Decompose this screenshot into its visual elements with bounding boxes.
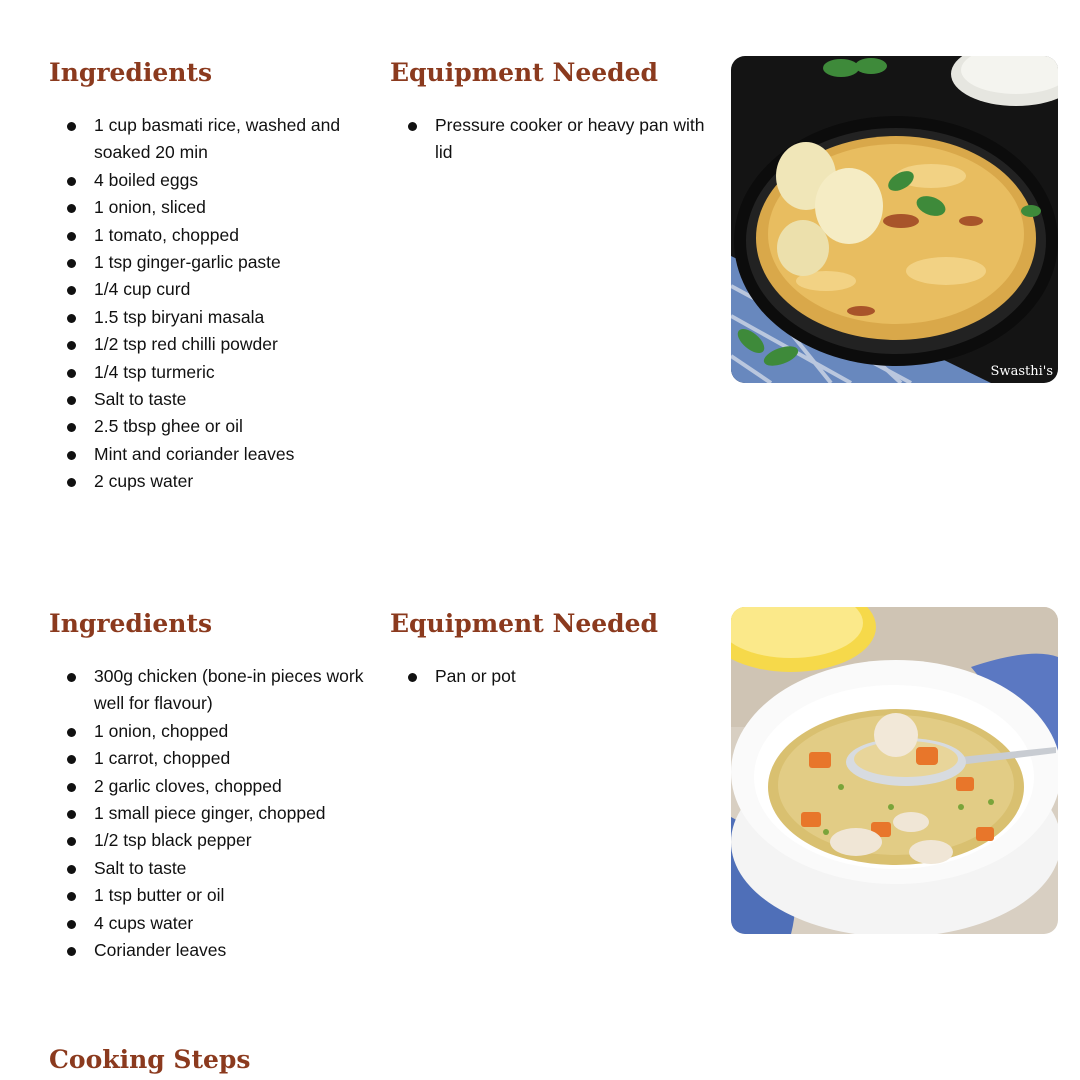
- list-item: 1 cup basmati rice, washed and soaked 20 min: [49, 112, 379, 167]
- equipment-list: [390, 112, 720, 167]
- ingredients-list: [49, 663, 379, 964]
- equipment-column: [390, 56, 720, 167]
- equipment-heading: Equipment Needed: [390, 58, 659, 87]
- ingredients-column: [49, 607, 379, 964]
- list-item: 1 onion, sliced: [49, 194, 379, 221]
- list-item: Coriander leaves: [49, 937, 379, 964]
- list-item: 1/2 tsp black pepper: [49, 827, 379, 854]
- ingredients-heading: Ingredients: [49, 609, 213, 638]
- list-item: 2.5 tbsp ghee or oil: [49, 413, 379, 440]
- ingredients-heading: Ingredients: [49, 58, 213, 87]
- list-item: Pan or pot: [390, 663, 720, 690]
- list-item: 1 tomato, chopped: [49, 222, 379, 249]
- list-item: 1 tsp ginger-garlic paste: [49, 249, 379, 276]
- photo-watermark: Swasthi's: [990, 364, 1053, 379]
- list-item: 1/2 tsp red chilli powder: [49, 331, 379, 358]
- list-item: 300g chicken (bone-in pieces work well for flavour): [49, 663, 379, 718]
- equipment-list: [390, 663, 720, 690]
- list-item: 1 tsp butter or oil: [49, 882, 379, 909]
- cooking-steps-heading: Cooking Steps: [49, 1045, 251, 1074]
- list-item: 1/4 tsp turmeric: [49, 359, 379, 386]
- list-item: Mint and coriander leaves: [49, 441, 379, 468]
- list-item: 1 small piece ginger, chopped: [49, 800, 379, 827]
- equipment-column: [390, 607, 720, 690]
- list-item: 1 onion, chopped: [49, 718, 379, 745]
- ingredients-list: [49, 112, 379, 496]
- list-item: 2 garlic cloves, chopped: [49, 773, 379, 800]
- chicken-soup-photo: [731, 607, 1058, 934]
- list-item: 1/4 cup curd: [49, 276, 379, 303]
- list-item: 2 cups water: [49, 468, 379, 495]
- list-item: 4 boiled eggs: [49, 167, 379, 194]
- list-item: 1 carrot, chopped: [49, 745, 379, 772]
- list-item: 1.5 tsp biryani masala: [49, 304, 379, 331]
- egg-biryani-photo: [731, 56, 1058, 383]
- list-item: Pressure cooker or heavy pan with lid: [390, 112, 720, 167]
- equipment-heading: Equipment Needed: [390, 609, 659, 638]
- ingredients-column: [49, 56, 379, 496]
- list-item: Salt to taste: [49, 386, 379, 413]
- list-item: Salt to taste: [49, 855, 379, 882]
- list-item: 4 cups water: [49, 910, 379, 937]
